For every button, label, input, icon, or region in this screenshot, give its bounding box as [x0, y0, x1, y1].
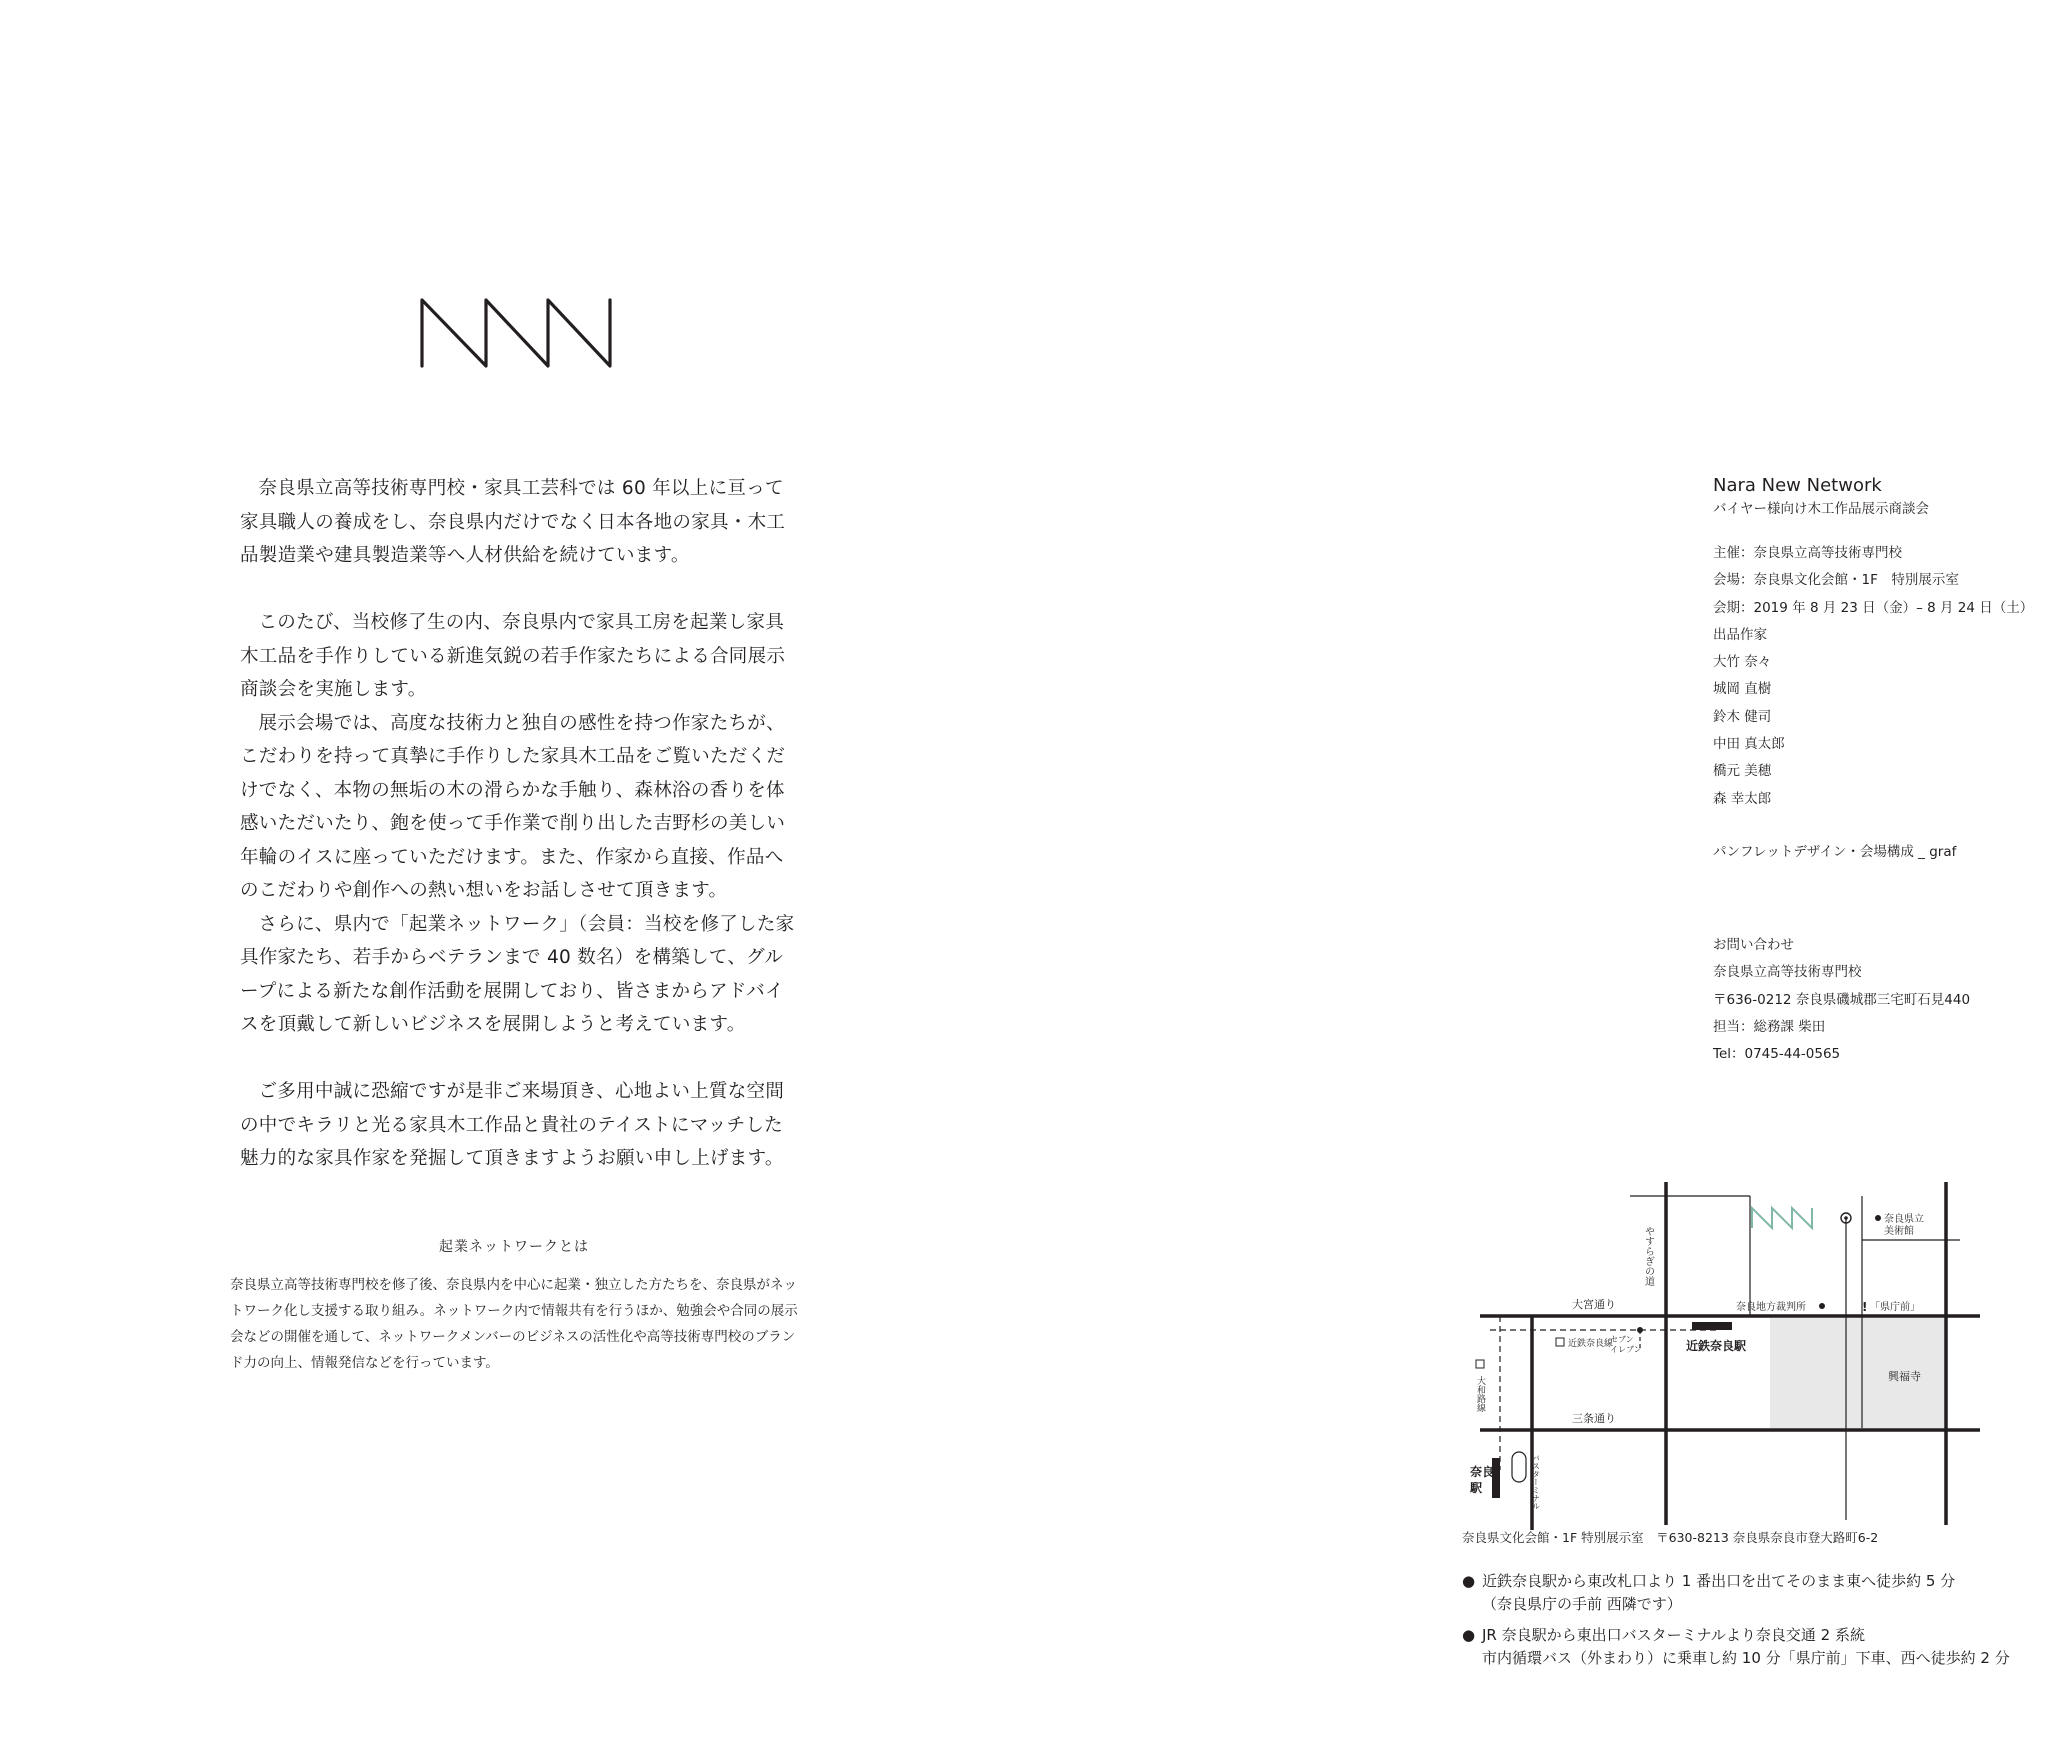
- court-marker: [1819, 1303, 1825, 1309]
- label-oomiya: 大宮通り: [1572, 1298, 1616, 1311]
- label-kintetsu-line: 近鉄奈良線: [1568, 1339, 1614, 1349]
- access-line: （奈良県庁の手前 西隣です）: [1482, 1595, 1682, 1613]
- nnn-logo: [420, 298, 612, 368]
- kofukuji-area: [1770, 1318, 1862, 1428]
- about-text: 奈良県立高等技術専門校を修了後、奈良県内を中心に起業・独立した方たちを、奈良県がネットワーク化し支援する取り組み。ネットワーク内で情報共有を行うほか、勉強会や合同の展示会などの開催を通して、ネットワークメンバーのビジネスの活性化や高等技術専門校のブランド力の向上、情報発信などを行っています。: [230, 1277, 798, 1371]
- artist-name: 大竹 奈々: [1713, 654, 1772, 671]
- organizer: 主催：奈良県立高等技術専門校: [1713, 545, 1902, 561]
- label-museum-2: 美術館: [1884, 1226, 1914, 1237]
- bus-terminal: [1512, 1452, 1526, 1482]
- label-museum-1: 奈良県立: [1884, 1214, 1924, 1225]
- contact-tel: Tel：0745-44-0565: [1713, 1046, 1841, 1063]
- access-line: 市内循環バス（外まわり）に乗車し約 10 分「県庁前」下車、西へ徒歩約 2 分: [1482, 1649, 2010, 1667]
- seven-eleven-marker: [1637, 1327, 1643, 1333]
- contact-label: お問い合わせ: [1713, 937, 1794, 953]
- kintetsu-nara-station: [1692, 1322, 1732, 1330]
- label-seven-l2: イレブン: [1610, 1345, 1642, 1354]
- label-yasuragi: やすらぎの道: [1642, 1226, 1654, 1286]
- label-bus-terminal: バスターミナル: [1531, 1454, 1541, 1510]
- intro-paragraph-1: 奈良県立高等技術専門校・家具工芸科では 60 年以上に亘って家具職人の養成をし、奈良県内だけでなく日本各地の家具・木工品製造業や建具製造業等へ人材供給を続けています。: [240, 478, 786, 566]
- label-bus-stop: 「県庁前」: [1870, 1302, 1920, 1313]
- access-line: 近鉄奈良駅から東改札口より 1 番出口を出てそのまま東へ徒歩約 5 分: [1482, 1572, 1956, 1590]
- label-sanjo: 三条通り: [1572, 1412, 1616, 1425]
- label-jr-nara-1: 奈良: [1470, 1465, 1495, 1479]
- train-icon: [1476, 1360, 1484, 1368]
- bus-stop-icon: !: [1862, 1300, 1868, 1314]
- label-kintetsu-nara: 近鉄奈良駅: [1686, 1339, 1747, 1353]
- intro-paragraph-3: 展示会場では、高度な技術力と独自の感性を持つ作家たちが、こだわりを持って真摯に手作りした家具木工品をご覧いただくだけでなく、本物の無垢の木の滑らかな手触り、森林浴の香りを体感いただいたり、鉋を使って手作業で削り出した吉野杉の美しい年輪のイスに座っていただけます。また、作家から直接、作品へのこだわりや創作への熱い想いをお話しさせて頂きます。: [240, 712, 786, 901]
- bullet-icon: ●: [1462, 1572, 1476, 1590]
- intro-paragraph-4: さらに、県内で「起業ネットワーク」（会員：当校を修了した家具作家たち、若手からベテランまで 40 数名）を構築して、グループによる新たな創作活動を展開しており、皆さまからアドバイスを頂戴して新しいビジネスを展開しようと考えています。: [240, 913, 795, 1035]
- label-yamatoji: 大和路線: [1475, 1376, 1485, 1412]
- event-info: [1713, 474, 2033, 813]
- nnn-map-logo: [1752, 1208, 1812, 1228]
- label-kofukuji: 興福寺: [1888, 1370, 1921, 1383]
- artist-name: 城岡 直樹: [1713, 681, 1772, 698]
- contact-address: 〒636-0212 奈良県磯城郡三宅町石見440: [1713, 991, 1971, 1008]
- artist-name: 鈴木 健司: [1713, 708, 1772, 725]
- contact-person: 担当：総務課 柴田: [1713, 1018, 1826, 1035]
- intro-paragraph-5: ご多用中誠に恐縮ですが是非ご来場頂き、心地よい上質な空間の中でキラリと光る家具木工作品と貴社のテイストにマッチした魅力的な家具作家を発掘して頂きますようお願い申し上げます。: [240, 1081, 785, 1169]
- artists-label: 出品作家: [1713, 626, 1767, 643]
- period: 会期：2019 年 8 月 23 日（金）– 8 月 24 日（土）: [1713, 599, 2034, 616]
- artist-name: 中田 真太郎: [1713, 736, 1785, 753]
- artist-name: 橋元 美穂: [1713, 763, 1772, 780]
- label-seven-l1: セブン: [1610, 1335, 1634, 1344]
- contact-info: [1713, 932, 1970, 1068]
- access-item: [1462, 1570, 2022, 1616]
- label-jr-nara-2: 駅: [1470, 1481, 1483, 1495]
- access-line: JR 奈良駅から東出口バスターミナルより奈良交通 2 系統: [1482, 1626, 1865, 1644]
- venue: 会場：奈良県文化会館・1F 特別展示室: [1713, 572, 1959, 589]
- event-title: Nara New Network: [1713, 475, 1882, 496]
- design-credit: パンフレットデザイン・会場構成 _ graf: [1713, 844, 1957, 860]
- about-title: 起業ネットワークとは: [439, 1239, 589, 1255]
- train-icon: [1556, 1338, 1564, 1346]
- access-map: [1460, 1170, 2000, 1530]
- intro-paragraph-2: このたび、当校修了生の内、奈良県内で家具工房を起業し家具木工品を手作りしている新進気鋭の若手作家たちによる合同展示商談会を実施します。: [240, 612, 786, 700]
- venue-address: 奈良県文化会館・1F 特別展示室 〒630-8213 奈良県奈良市登大路町6-2: [1462, 1530, 1879, 1545]
- artist-name: 森 幸太郎: [1713, 790, 1772, 807]
- event-subtitle: バイヤー様向け木工作品展示商談会: [1713, 501, 1929, 517]
- bullet-icon: ●: [1462, 1626, 1476, 1644]
- access-directions: [1462, 1570, 2022, 1678]
- access-item: [1462, 1624, 2022, 1670]
- label-court: 奈良地方裁判所: [1736, 1302, 1806, 1313]
- intro-text: [240, 472, 800, 1176]
- contact-org: 奈良県立高等技術専門校: [1713, 964, 1862, 981]
